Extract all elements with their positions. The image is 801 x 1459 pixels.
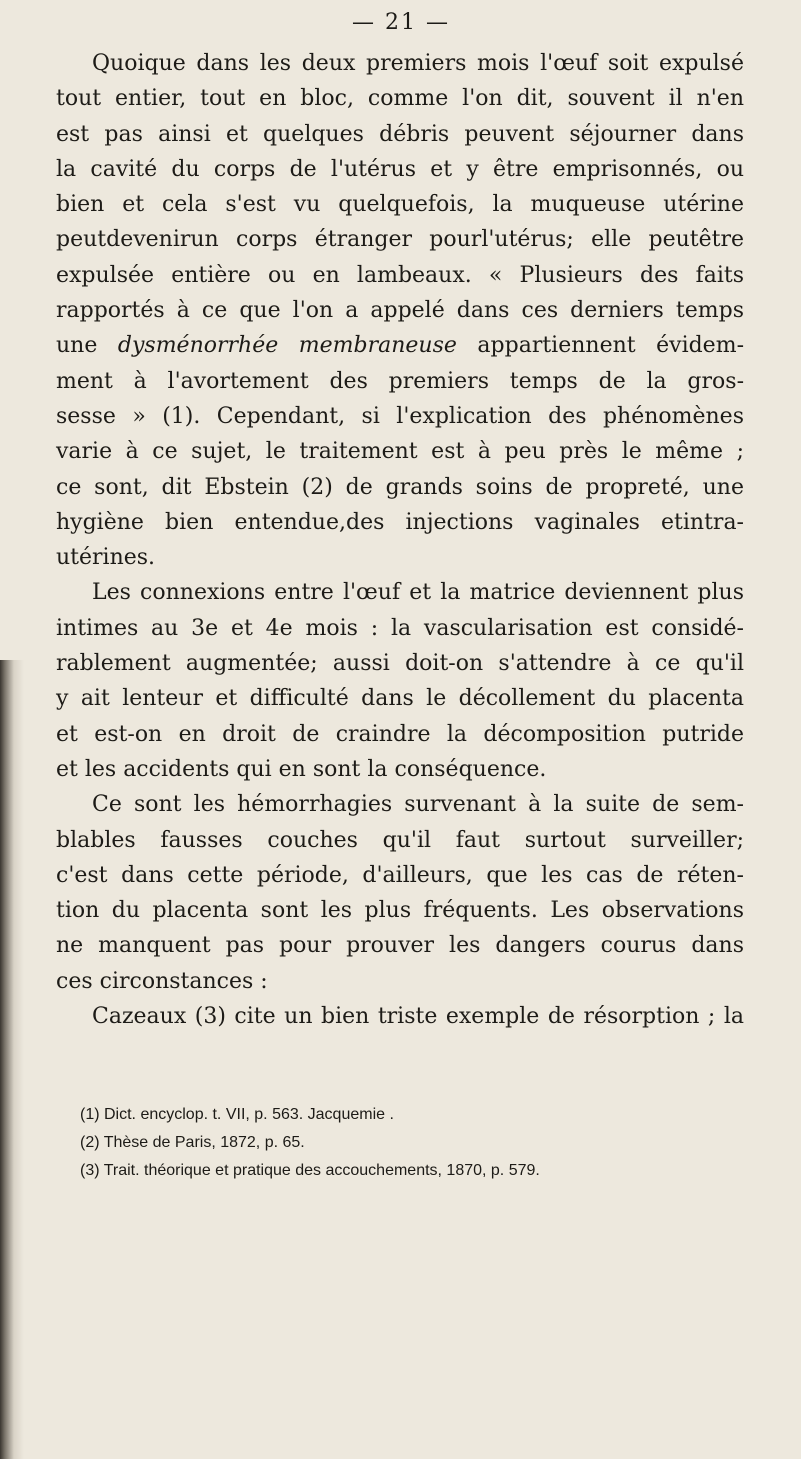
text-line	[56, 328, 744, 363]
text-line: rapportés à ce que l'on a appelé dans ces derniers temps	[56, 298, 744, 324]
text-line: hygiène bien entendue,des injections vaginales etintra-	[56, 509, 744, 535]
text-line: expulsée entière ou en lambeaux. « Plusieurs des faits	[56, 262, 744, 288]
text-line: et est-on en droit de craindre la décomposition putride	[56, 721, 744, 747]
text-line: c'est dans cette période, d'ailleurs, que les cas de réten-	[56, 862, 744, 888]
text-line: bien et cela s'est vu quelquefois, la muqueuse utérine	[56, 192, 744, 218]
text-line: Les connexions entre l'œuf et la matrice deviennent plus	[92, 580, 744, 606]
text-line: Cazeaux (3) cite un bien triste exemple de résorption ; la	[92, 1004, 744, 1030]
text-line: varie à ce sujet, le traitement est à peu près le même ;	[56, 439, 744, 465]
footnote-2: (2) Thèse de Paris, 1872, p. 65.	[80, 1134, 305, 1151]
body-text	[56, 46, 744, 1034]
text-line: sesse » (1). Cependant, si l'explication des phénomènes	[56, 403, 744, 429]
footnote-3: (3) Trait. théorique et pratique des accouchements, 1870, p. 579.	[80, 1162, 540, 1179]
text-line: intimes au 3e et 4e mois : la vascularisation est considé-	[56, 615, 744, 641]
text-fragment: appartiennent évidem-	[456, 333, 744, 359]
text-line: rablement augmentée; aussi doit-on s'attendre à ce qu'il	[56, 651, 744, 677]
italic-term: dysménorrhée membraneuse	[117, 333, 457, 359]
text-line: la cavité du corps de l'utérus et y être emprisonnés, ou	[56, 156, 744, 182]
text-line: y ait lenteur et difficulté dans le décollement du placenta	[56, 686, 744, 712]
text-line: ne manquent pas pour prouver les dangers courus dans	[56, 933, 744, 959]
text-line: ment à l'avortement des premiers temps de la gros-	[56, 368, 744, 394]
text-line: ces circonstances :	[56, 968, 268, 994]
text-line: et les accidents qui en sont la conséquence.	[56, 756, 547, 782]
text-line: Quoique dans les deux premiers mois l'œuf soit expulsé	[92, 51, 744, 76]
page-number: — 21 —	[352, 10, 450, 35]
footnote-1: (1) Dict. encyclop. t. VII, p. 563. Jacquemie .	[80, 1106, 394, 1123]
text-line: utérines.	[56, 545, 156, 571]
text-line: est pas ainsi et quelques débris peuvent séjourner dans	[56, 121, 744, 147]
text-line: tion du placenta sont les plus fréquents. Les observations	[56, 898, 744, 924]
text-fragment: une	[56, 333, 118, 359]
binding-shadow	[0, 660, 24, 1459]
footnotes	[80, 1101, 744, 1185]
text-line: Ce sont les hémorrhagies survenant à la suite de sem-	[92, 792, 744, 818]
text-line: tout entier, tout en bloc, comme l'on dit, souvent il n'en	[56, 86, 744, 112]
text-line: peutdevenirun corps étranger pourl'utérus; elle peutêtre	[56, 227, 744, 253]
text-line: ce sont, dit Ebstein (2) de grands soins de propreté, une	[56, 474, 744, 500]
text-line: blables fausses couches qu'il faut surtout surveiller;	[56, 827, 744, 853]
